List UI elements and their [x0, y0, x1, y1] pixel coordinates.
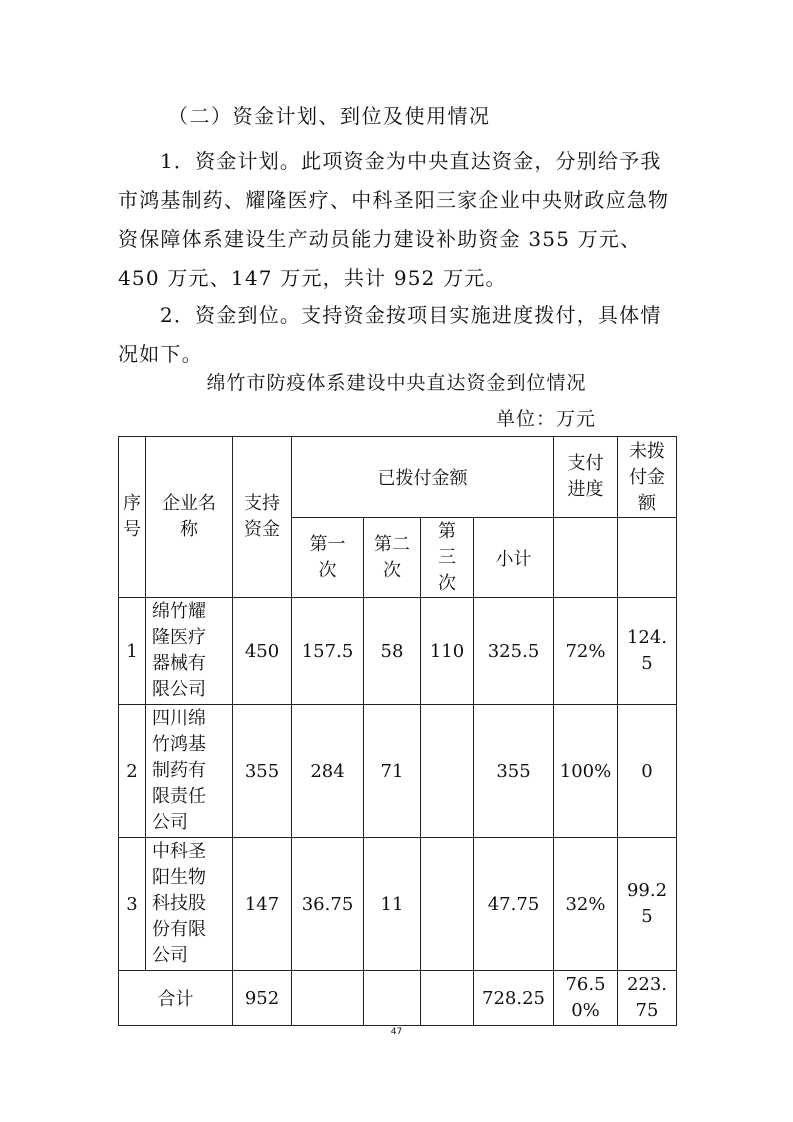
cell-third: 110 — [421, 598, 474, 705]
cell-total-first — [292, 971, 364, 1026]
cell-total-subtotal: 728.25 — [474, 971, 554, 1026]
cell-total-label: 合计 — [119, 971, 233, 1026]
cell-unallocated: 124.5 — [618, 598, 677, 705]
header-support: 支持资金 — [233, 437, 292, 598]
cell-subtotal: 325.5 — [474, 598, 554, 705]
table-row — [119, 598, 677, 705]
cell-total-progress: 76.50% — [554, 971, 618, 1026]
header-second: 第二次 — [364, 518, 421, 598]
header-first: 第一次 — [292, 518, 364, 598]
page-number: 47 — [390, 1027, 403, 1037]
cell-company: 绵竹耀隆医疗器械有限公司 — [146, 598, 233, 705]
cell-company: 中科圣阳生物科技股份有限公司 — [146, 838, 233, 971]
header-progress: 支付进度 — [554, 437, 618, 518]
cell-second: 58 — [364, 598, 421, 705]
header-company: 企业名称 — [146, 437, 233, 598]
header-unallocated: 未拨付金额 — [618, 437, 677, 518]
cell-company: 四川绵竹鸿基制药有限责任公司 — [146, 705, 233, 838]
cell-seq: 3 — [119, 838, 146, 971]
cell-third — [421, 705, 474, 838]
cell-support: 147 — [233, 838, 292, 971]
cell-total-second — [364, 971, 421, 1026]
cell-first: 284 — [292, 705, 364, 838]
header-row-1 — [119, 437, 677, 518]
cell-second: 71 — [364, 705, 421, 838]
cell-support: 355 — [233, 705, 292, 838]
funding-table — [118, 436, 677, 1026]
paragraph-funding-plan: 1．资金计划。此项资金为中央直达资金，分别给予我市鸿基制药、耀隆医疗、中科圣阳三家企业中央财政应急物资保障体系建设生产动员能力建设补助资金 355 万元、450 万元、147 万元，共计 952 万元。 — [118, 149, 670, 290]
cell-unallocated: 99.25 — [618, 838, 677, 971]
cell-unallocated: 0 — [618, 705, 677, 838]
header-seq: 序号 — [119, 437, 146, 598]
cell-support: 450 — [233, 598, 292, 705]
cell-seq: 2 — [119, 705, 146, 838]
header-progress-empty — [554, 518, 618, 598]
cell-second: 11 — [364, 838, 421, 971]
unit-label: 单位：万元 — [496, 408, 597, 430]
section-heading: （二）资金计划、到位及使用情况 — [168, 104, 491, 128]
cell-third — [421, 838, 474, 971]
cell-total-unallocated: 223.75 — [618, 971, 677, 1026]
cell-first: 157.5 — [292, 598, 364, 705]
table-row — [119, 838, 677, 971]
header-third: 第三次 — [421, 518, 474, 598]
header-unallocated-empty — [618, 518, 677, 598]
cell-progress: 72% — [554, 598, 618, 705]
cell-total-third — [421, 971, 474, 1026]
table-caption: 绵竹市防疫体系建设中央直达资金到位情况 — [206, 372, 587, 394]
header-subtotal: 小计 — [474, 518, 554, 598]
total-row — [119, 971, 677, 1026]
cell-total-support: 952 — [233, 971, 292, 1026]
cell-seq: 1 — [119, 598, 146, 705]
cell-progress: 32% — [554, 838, 618, 971]
paragraph-funding-arrival: 2．资金到位。支持资金按项目实施进度拨付，具体情况如下。 — [118, 303, 662, 366]
cell-subtotal: 355 — [474, 705, 554, 838]
cell-progress: 100% — [554, 705, 618, 838]
header-allocated: 已拨付金额 — [292, 437, 554, 518]
cell-first: 36.75 — [292, 838, 364, 971]
cell-subtotal: 47.75 — [474, 838, 554, 971]
table-row — [119, 705, 677, 838]
